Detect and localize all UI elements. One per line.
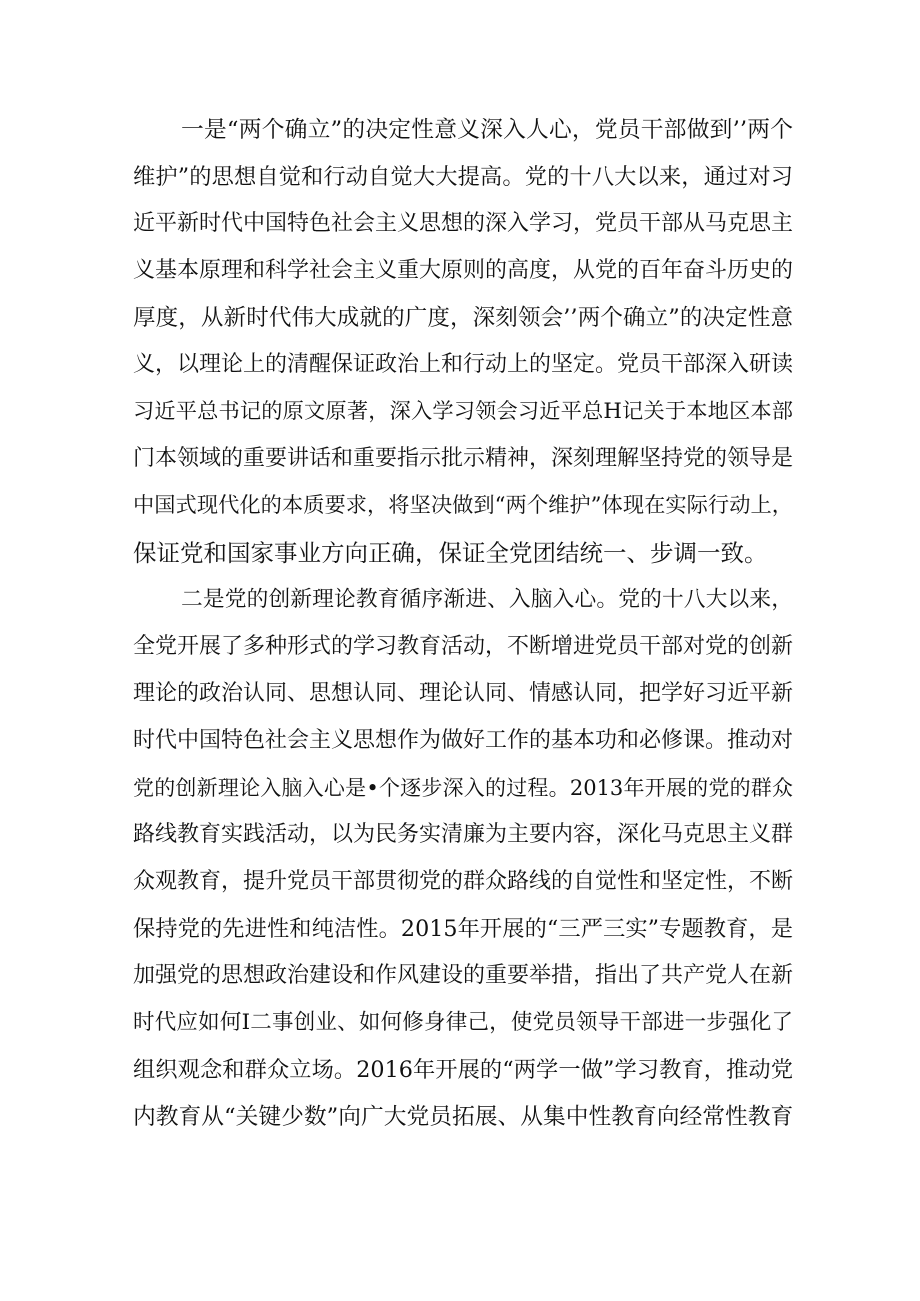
paragraph-2-line-2: 全党开展了多种形式的学习教育活动，不断增进党员干部对党的创新 xyxy=(133,634,794,659)
paragraph-2-line-6: 路线教育实践活动，以为民务实清廉为主要内容，深化马克思主义群 xyxy=(133,822,794,847)
paragraph-1-line-9: 中国式现代化的本质要求，将坚决做到“两个维护”体现在实际行动上， xyxy=(133,493,793,518)
paragraph-1-line-8: 门本领域的重要讲话和重要指示批示精神，深刻理解坚持党的领导是 xyxy=(133,446,794,471)
paragraph-1-line-2: 维护”的思想自觉和行动自觉大大提高。党的十八大以来，通过对习 xyxy=(133,164,793,190)
paragraph-2-line-12: 内教育从“关键少数”向广大党员拓展、从集中性教育向经常性教育 xyxy=(133,1104,794,1130)
paragraph-2-line-3: 理论的政治认同、思想认同、理论认同、情感认同，把学好习近平新 xyxy=(133,681,794,706)
paragraph-2-line-8: 保持党的先进性和纯洁性。2015年开展的“三严三实”专题教育，是 xyxy=(133,916,793,942)
paragraph-2-line-9: 加强党的思想政治建设和作风建设的重要举措，指出了共产党人在新 xyxy=(133,963,794,988)
paragraph-2-line-7: 众观教育，提升党员干部贯彻党的群众路线的自觉性和坚定性，不断 xyxy=(133,869,794,894)
paragraph-1-line-3: 近平新时代中国特色社会主义思想的深入学习，党员干部从马克思主 xyxy=(133,211,794,236)
paragraph-1-line-5: 厚度，从新时代伟大成就的广度，深刻领会’’两个确立”的决定性意 xyxy=(133,305,793,331)
paragraph-2-line-5: 党的创新理论入脑入心是•个逐步深入的过程。2013年开展的党的群众 xyxy=(133,776,793,800)
paragraph-2-line-1: 二是党的创新理论教育循序渐进、入脑入心。党的十八大以来， xyxy=(181,587,793,612)
paragraph-2-line-10: 时代应如何I二事创业、如何修身律己，使党员领导干部进一步强化了 xyxy=(133,1010,793,1035)
paragraph-1-line-7: 习近平总书记的原文原著，深入学习领会习近平总H记关于本地区本部 xyxy=(133,399,793,424)
paragraph-2-line-11: 组织观念和群众立场。2016年开展的“两学一做”学习教育，推动党 xyxy=(133,1057,793,1083)
paragraph-1-line-6: 义，以理论上的清醒保证政治上和行动上的坚定。党员干部深入研读 xyxy=(133,352,794,377)
paragraph-1-line-1: 一是“两个确立”的决定性意义深入人心，党员干部做到’’两个 xyxy=(181,117,793,143)
paragraph-1-line-10: 保证党和国家事业方向正确，保证全党团结统一、步调一致。 xyxy=(133,539,768,567)
paragraph-2-line-4: 时代中国特色社会主义思想作为做好工作的基本功和必修课。推动对 xyxy=(133,728,794,753)
paragraph-1-line-4: 义基本原理和科学社会主义重大原则的高度，从党的百年奋斗历史的 xyxy=(133,258,794,283)
